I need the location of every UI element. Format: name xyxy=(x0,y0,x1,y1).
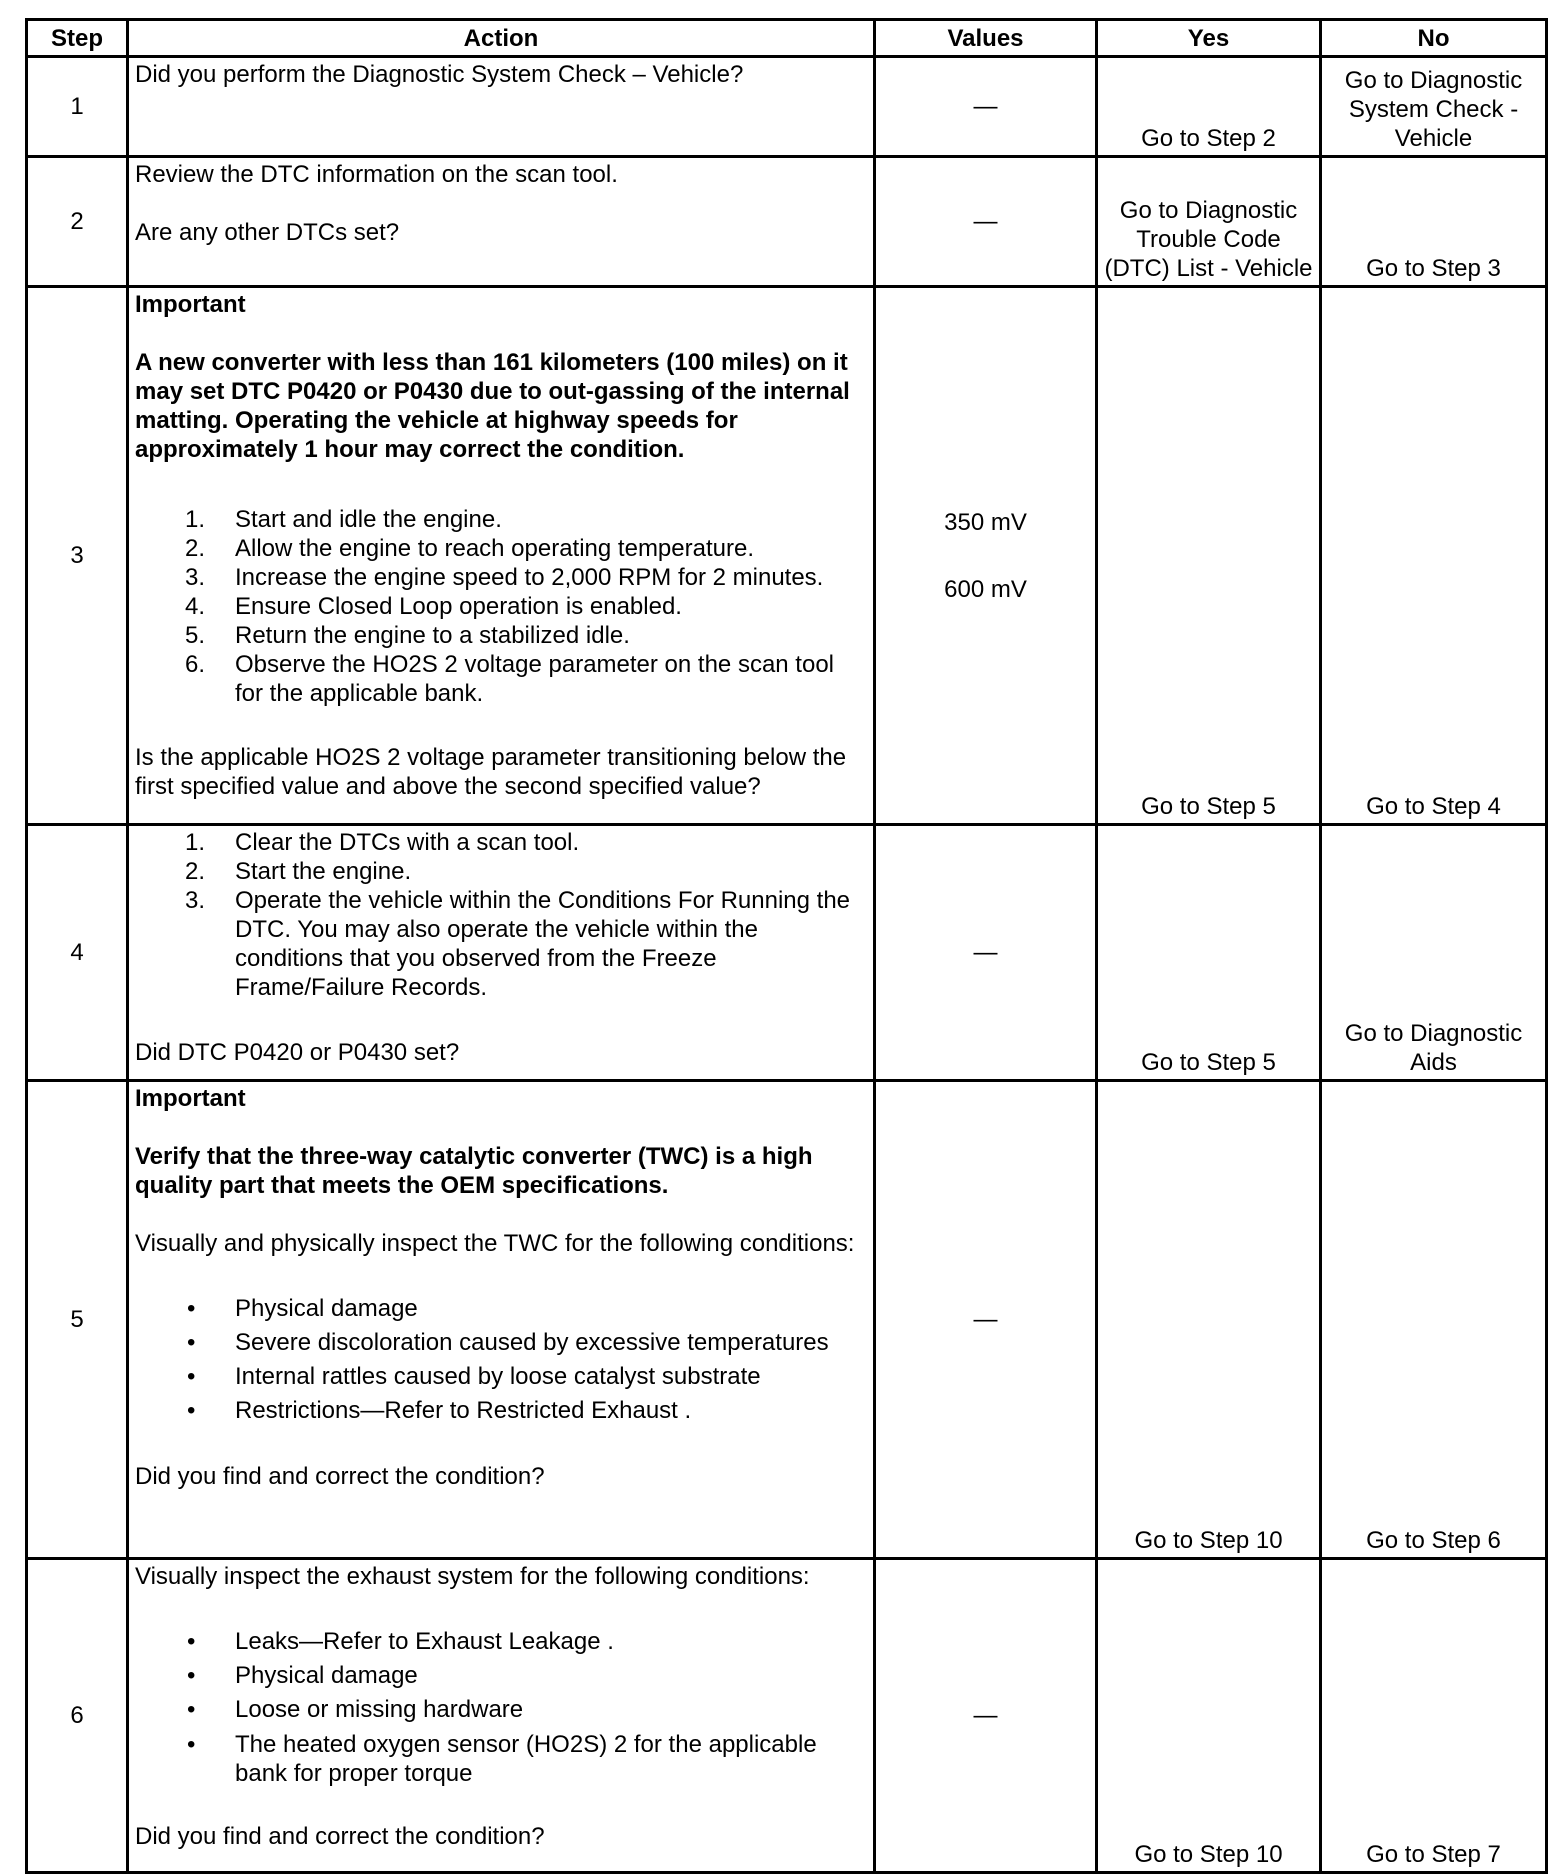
value-2: 600 mV xyxy=(944,575,1027,603)
values-cell xyxy=(875,287,1097,825)
diagnostic-table xyxy=(25,18,1548,1874)
values-cell: — xyxy=(875,57,1097,157)
action-question: Did DTC P0420 or P0430 set? xyxy=(135,1039,460,1066)
action-question: Did you perform the Diagnostic System Check – Vehicle? xyxy=(135,61,744,88)
no-link[interactable]: Go to Step 4 xyxy=(1321,287,1547,825)
table-row-step-4 xyxy=(27,825,1547,1081)
list-item: 6. Observe the HO2S 2 voltage parameter on the scan tool for the applicable bank. xyxy=(185,651,835,707)
bullet-list xyxy=(135,1625,867,1788)
list-item: 4. Ensure Closed Loop operation is enabled. xyxy=(185,593,682,620)
step-number: 1 xyxy=(27,57,128,157)
no-link[interactable]: Go to Step 3 xyxy=(1321,157,1547,287)
value-1: 350 mV xyxy=(944,508,1027,536)
header-no: No xyxy=(1321,20,1547,57)
action-cell xyxy=(128,287,875,825)
values-cell: — xyxy=(875,825,1097,1081)
yes-link[interactable]: Go to Step 2 xyxy=(1097,57,1321,157)
action-cell xyxy=(128,57,875,157)
list-item: 1. Clear the DTCs with a scan tool. xyxy=(185,829,580,856)
values-cell: — xyxy=(875,1081,1097,1559)
action-question: Did you find and correct the condition? xyxy=(135,1463,545,1490)
table-row-step-1 xyxy=(27,57,1547,157)
action-text: Visually inspect the exhaust system for the following conditions: xyxy=(135,1563,810,1590)
list-item: 5. Return the engine to a stabilized idle. xyxy=(185,622,630,649)
list-item: • Physical damage xyxy=(187,1662,418,1689)
step-number: 5 xyxy=(27,1081,128,1559)
list-item: 1. Start and idle the engine. xyxy=(185,506,502,533)
header-row xyxy=(27,20,1547,57)
step-number: 2 xyxy=(27,157,128,287)
header-action: Action xyxy=(128,20,875,57)
action-cell xyxy=(128,1559,875,1873)
important-note: Verify that the three-way catalytic converter (TWC) is a high quality part that meets the OEM specifications. xyxy=(135,1143,813,1199)
action-cell xyxy=(128,157,875,287)
step-number: 6 xyxy=(27,1559,128,1873)
list-item: 2. Start the engine. xyxy=(185,858,412,885)
yes-link[interactable]: Go to Diagnostic Trouble Code (DTC) List - Vehicle xyxy=(1097,157,1321,287)
no-link[interactable]: Go to Step 7 xyxy=(1321,1559,1547,1873)
list-item: • Loose or missing hardware xyxy=(187,1696,524,1723)
list-item: 2. Allow the engine to reach operating temperature. xyxy=(185,535,754,562)
important-note: A new converter with less than 161 kilometers (100 miles) on it may set DTC P0420 or P0430 due to out-gassing of the internal matting. Operating the vehicle at highway speeds for approximately 1 hour may correct the condition. xyxy=(135,349,850,463)
table-row-step-3 xyxy=(27,287,1547,825)
table-row-step-5 xyxy=(27,1081,1547,1559)
table-row-step-6 xyxy=(27,1559,1547,1873)
list-item: • Leaks—Refer to Exhaust Leakage . xyxy=(187,1628,614,1655)
header-values: Values xyxy=(875,20,1097,57)
header-step: Step xyxy=(27,20,128,57)
values-cell: — xyxy=(875,157,1097,287)
action-question: Is the applicable HO2S 2 voltage parameter transitioning below the first specified value and above the second specified value? xyxy=(135,744,847,800)
step-number: 4 xyxy=(27,825,128,1081)
list-item: • Restrictions—Refer to Restricted Exhaust . xyxy=(187,1397,692,1424)
procedure-list xyxy=(135,505,867,708)
action-question: Did you find and correct the condition? xyxy=(135,1823,545,1850)
action-cell xyxy=(128,1081,875,1559)
action-cell xyxy=(128,825,875,1081)
yes-link[interactable]: Go to Step 5 xyxy=(1097,825,1321,1081)
list-item: • Internal rattles caused by loose catalyst substrate xyxy=(187,1363,761,1390)
header-yes: Yes xyxy=(1097,20,1321,57)
list-item: • Severe discoloration caused by excessive temperatures xyxy=(187,1329,829,1356)
table-row-step-2 xyxy=(27,157,1547,287)
list-item: • The heated oxygen sensor (HO2S) 2 for the applicable bank for proper torque xyxy=(187,1731,817,1787)
values-cell: — xyxy=(875,1559,1097,1873)
yes-link[interactable]: Go to Step 10 xyxy=(1097,1081,1321,1559)
important-label: Important xyxy=(135,291,246,318)
action-text: Review the DTC information on the scan tool. xyxy=(135,161,618,188)
yes-link[interactable]: Go to Step 10 xyxy=(1097,1559,1321,1873)
list-item: 3. Operate the vehicle within the Conditions For Running the DTC. You may also operate the vehicle within the conditions that you observed from the Freeze Frame/Failure Records. xyxy=(185,887,851,1001)
bullet-list xyxy=(135,1292,867,1428)
no-link[interactable]: Go to Diagnostic System Check - Vehicle xyxy=(1321,57,1547,157)
yes-link[interactable]: Go to Step 5 xyxy=(1097,287,1321,825)
list-item: 3. Increase the engine speed to 2,000 RPM for 2 minutes. xyxy=(185,564,824,591)
action-text: Visually and physically inspect the TWC for the following conditions: xyxy=(135,1230,855,1257)
procedure-list xyxy=(135,828,867,1002)
action-question: Are any other DTCs set? xyxy=(135,219,400,246)
important-label: Important xyxy=(135,1085,246,1112)
no-link[interactable]: Go to Step 6 xyxy=(1321,1081,1547,1559)
no-link[interactable]: Go to Diagnostic Aids xyxy=(1321,825,1547,1081)
step-number: 3 xyxy=(27,287,128,825)
list-item: • Physical damage xyxy=(187,1295,418,1322)
